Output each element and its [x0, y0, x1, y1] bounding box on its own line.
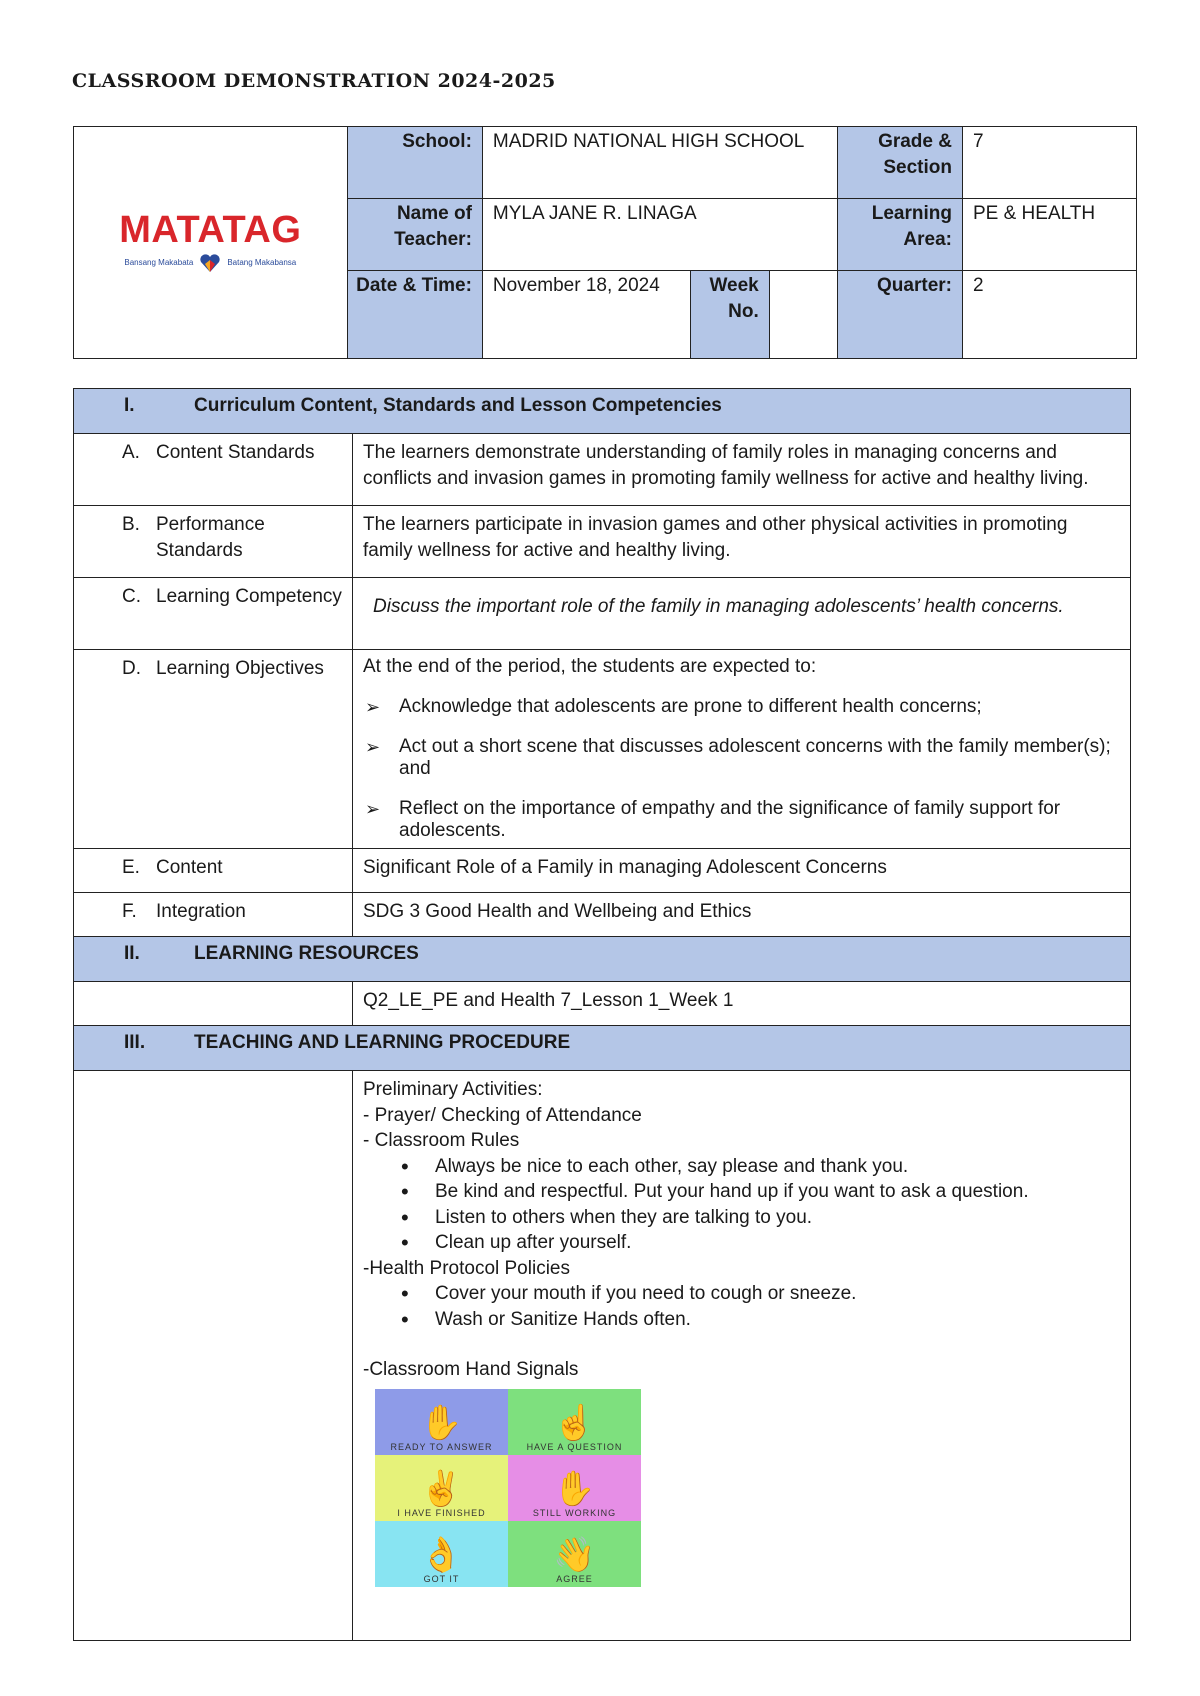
matatag-logo: MATATAG Bansang Makabata Batang Makabansa	[74, 127, 348, 359]
section-header-1: I. Curriculum Content, Standards and Lesson Competencies	[74, 389, 1131, 434]
rules-heading: - Classroom Rules	[363, 1130, 520, 1151]
week-value	[769, 271, 837, 359]
signal-working: ✋ STILL WORKING	[508, 1455, 641, 1521]
health-heading: -Health Protocol Policies	[363, 1257, 570, 1279]
health-item: • Wash or Sanitize Hands often.	[435, 1307, 1120, 1333]
arrow-bullet-icon: ➢	[365, 697, 381, 717]
flat-hand-icon: 👋	[553, 1535, 596, 1574]
area-value: PE & HEALTH	[962, 199, 1136, 271]
rule-item: • Be kind and respectful. Put your hand up if you want to ask a question.	[435, 1179, 1120, 1205]
teacher-label: Name of Teacher:	[347, 199, 482, 271]
health-item: • Cover your mouth if you need to cough or sneeze.	[435, 1281, 1120, 1307]
row-content: E. Content Significant Role of a Family in managing Adolescent Concerns	[74, 849, 1131, 893]
rule-item: • Clean up after yourself.	[435, 1230, 1120, 1256]
date-value: November 18, 2024	[482, 271, 691, 359]
row-content-standards: A. Content Standards The learners demonstrate understanding of family roles in managing concerns and conflicts and invasion games in promoting family wellness for active and healthy living.	[74, 434, 1131, 506]
preliminary-heading: Preliminary Activities:	[363, 1079, 543, 1100]
signal-got-it: 👌 GOT IT	[375, 1521, 508, 1587]
hand-signals-chart	[375, 1389, 641, 1587]
rules-list	[363, 1154, 1120, 1256]
prayer-line: - Prayer/ Checking of Attendance	[363, 1104, 642, 1126]
signal-ready: ✋ READY TO ANSWER	[375, 1389, 508, 1455]
row-resources: Q2_LE_PE and Health 7_Lesson 1_Week 1	[74, 982, 1131, 1026]
objectives-intro: At the end of the period, the students are expected to:	[363, 656, 817, 677]
row-performance-standards: B. Performance Standards The learners participate in invasion games and other physical activities in promoting family wellness for active and healthy living.	[74, 506, 1131, 578]
school-value: MADRID NATIONAL HIGH SCHOOL	[482, 127, 837, 199]
row-procedure	[74, 1071, 1131, 1641]
raised-hand-icon: ✋	[420, 1403, 463, 1442]
three-fingers-icon: ✋	[553, 1469, 596, 1508]
rule-item: • Always be nice to each other, say please and thank you.	[435, 1154, 1120, 1180]
one-finger-icon: ☝	[553, 1403, 596, 1442]
header-table	[73, 126, 1137, 359]
arrow-bullet-icon: ➢	[365, 737, 381, 757]
document-title: CLASSROOM DEMONSTRATION 2024-2025	[72, 70, 556, 92]
row-learning-objectives: D. Learning Objectives At the end of the period, the students are expected to: ➢ Acknowledge that adolescents are prone to different health concerns; ➢ Act out a short scene that discusses adolescent concerns with the family member(s); and ➢ Reflect on the importance of empathy and the significance of family support for adolescents.	[74, 650, 1131, 849]
arrow-bullet-icon: ➢	[365, 799, 381, 819]
health-list	[363, 1281, 1120, 1332]
quarter-label: Quarter:	[837, 271, 962, 359]
section-header-3: III. TEACHING AND LEARNING PROCEDURE	[74, 1026, 1131, 1071]
row-learning-competency: C. Learning Competency Discuss the important role of the family in managing adolescents’ health concerns.	[74, 578, 1131, 650]
quarter-value: 2	[962, 271, 1136, 359]
objective-item: ➢ Acknowledge that adolescents are prone to different health concerns;	[365, 696, 982, 717]
heart-hands-icon	[199, 252, 221, 274]
school-label: School:	[347, 127, 482, 199]
area-label: Learning Area:	[837, 199, 962, 271]
week-label: Week No.	[691, 271, 769, 359]
signals-heading: -Classroom Hand Signals	[363, 1359, 579, 1380]
date-label: Date & Time:	[347, 271, 482, 359]
section-header-2: II. LEARNING RESOURCES	[74, 937, 1131, 982]
lesson-table	[73, 388, 1131, 1641]
row-integration: F. Integration SDG 3 Good Health and Wellbeing and Ethics	[74, 893, 1131, 937]
rule-item: • Listen to others when they are talking to you.	[435, 1205, 1120, 1231]
signal-finished: ✌ I HAVE FINISHED	[375, 1455, 508, 1521]
objective-item: ➢ Reflect on the importance of empathy and the significance of family support for adolescents.	[365, 798, 1061, 841]
ok-hand-icon: 👌	[420, 1535, 463, 1574]
two-fingers-icon: ✌	[420, 1469, 463, 1508]
signal-agree: 👋 AGREE	[508, 1521, 641, 1587]
grade-label: Grade & Section	[837, 127, 962, 199]
signal-question: ☝ HAVE A QUESTION	[508, 1389, 641, 1455]
teacher-value: MYLA JANE R. LINAGA	[482, 199, 837, 271]
objective-item: ➢ Act out a short scene that discusses adolescent concerns with the family member(s); and	[365, 736, 1111, 779]
grade-value: 7	[962, 127, 1136, 199]
